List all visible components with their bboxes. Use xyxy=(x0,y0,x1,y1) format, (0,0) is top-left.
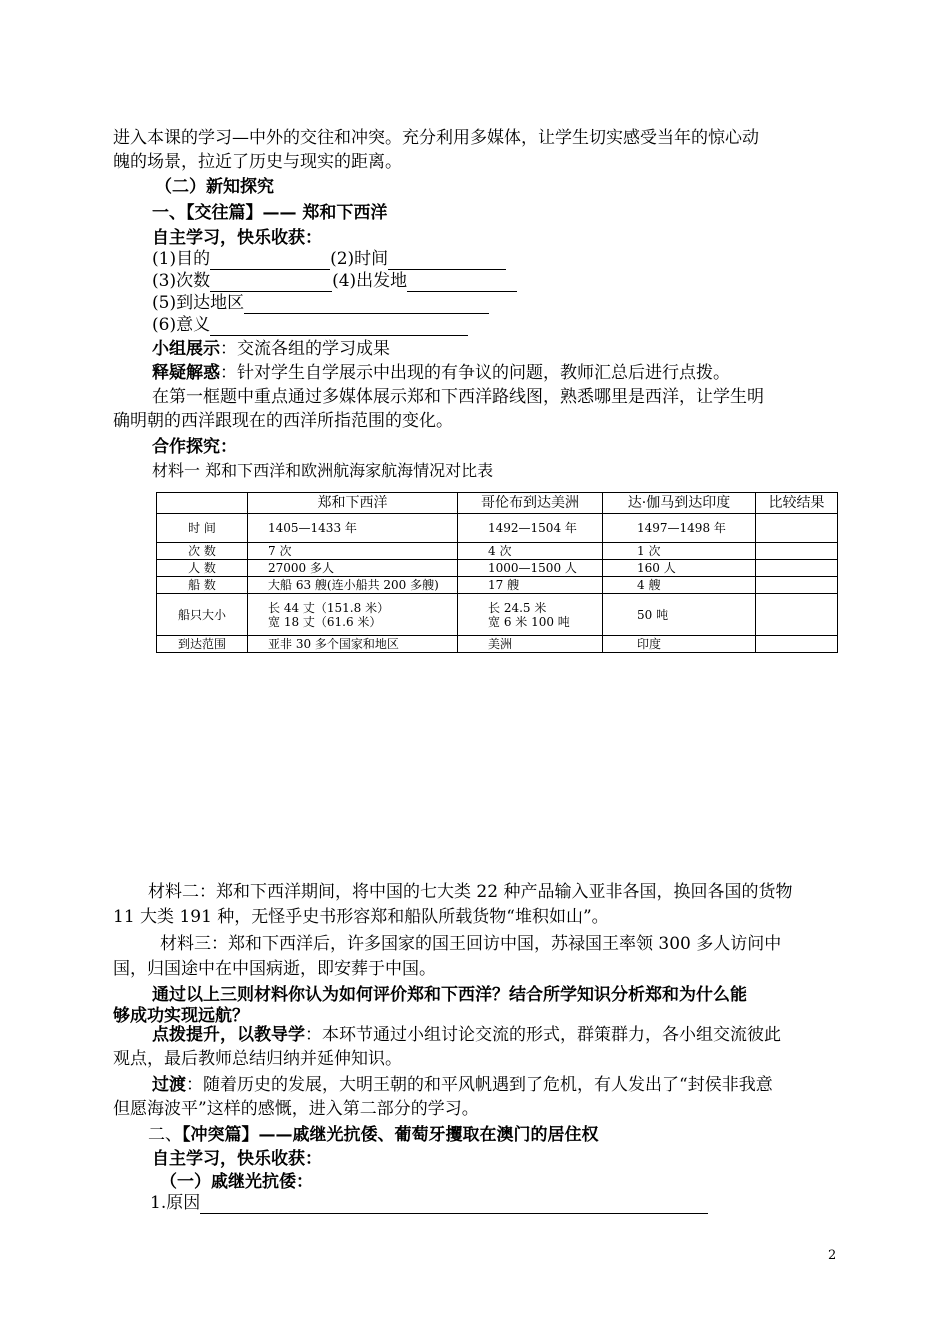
table-cell: 美洲 xyxy=(458,636,603,653)
field-label-count: (3)次数 xyxy=(152,271,211,291)
group-show-label: 小组展示 xyxy=(152,339,220,359)
blank-reason[interactable] xyxy=(200,1195,708,1214)
table-header-cell: 比较结果 xyxy=(756,493,838,514)
part2-heading-main: 【冲突篇】——戚继光抗倭、葡萄牙攫取在澳门的居住权 xyxy=(182,1125,599,1145)
table-cell xyxy=(756,514,838,543)
intro-line-2: 魄的场景，拉近了历史与现实的距离。 xyxy=(113,152,402,172)
fill-row-4 xyxy=(152,314,468,336)
part1-heading: 一、【交往篇】—— 郑和下西洋 xyxy=(152,203,388,223)
material3-line-2: 国，归国途中在中国病逝，即安葬于中国。 xyxy=(113,959,436,979)
table-row xyxy=(157,577,838,594)
focus-line-1: 在第一框题中重点通过多媒体展示郑和下西洋路线图，熟悉哪里是西洋，让学生明 xyxy=(152,387,764,407)
reason-row xyxy=(150,1192,708,1214)
table-header-cell: 达·伽马到达印度 xyxy=(603,493,756,514)
guide-line-2: 观点，最后教师总结归纳并延伸知识。 xyxy=(113,1049,402,1069)
table-cell: 印度 xyxy=(603,636,756,653)
part2-self-study: 自主学习，快乐收获： xyxy=(152,1149,322,1169)
fill-row-1 xyxy=(152,248,506,270)
guide-line-1 xyxy=(152,1024,781,1046)
blank-time[interactable] xyxy=(388,251,506,270)
transition-text-1: ：随着历史的发展，大明王朝的和平风帆遇到了危机，有人发出了“封侯非我意 xyxy=(186,1075,773,1095)
table-cell: 27000 多人 xyxy=(248,560,458,577)
table-row xyxy=(157,560,838,577)
fill-row-3 xyxy=(152,292,489,314)
field-label-origin: (4)出发地 xyxy=(332,271,408,291)
table-cell xyxy=(756,636,838,653)
table-cell: 1 次 xyxy=(603,543,756,560)
group-show xyxy=(152,338,390,360)
blank-region[interactable] xyxy=(244,295,489,314)
row-label: 到达范围 xyxy=(157,636,248,653)
table-cell: 4 次 xyxy=(458,543,603,560)
self-study-label: 自主学习，快乐收获： xyxy=(152,228,322,248)
row-label: 人 数 xyxy=(157,560,248,577)
table-cell: 17 艘 xyxy=(458,577,603,594)
table-cell: 7 次 xyxy=(248,543,458,560)
blank-significance[interactable] xyxy=(210,317,468,336)
material2-line-2: 11 大类 191 种，无怪乎史书形容郑和船队所载货物“堆积如山”。 xyxy=(113,907,609,927)
table-row xyxy=(157,514,838,543)
table-cell: 50 吨 xyxy=(603,594,756,636)
intro-line-1: 进入本课的学习—中外的交往和冲突。充分利用多媒体，让学生切实感受当年的惊心动 xyxy=(113,128,759,148)
guide-label: 点拨提升，以教导学 xyxy=(152,1025,305,1045)
material1-title: 材料一 郑和下西洋和欧洲航海家航海情况对比表 xyxy=(152,461,494,480)
field-label-significance: (6)意义 xyxy=(152,315,211,335)
guide-text-1: ：本环节通过小组讨论交流的形式，群策群力，各小组交流彼此 xyxy=(305,1025,781,1045)
transition-label: 过渡 xyxy=(152,1075,186,1095)
comparison-table xyxy=(156,492,838,653)
table-cell: 亚非 30 多个国家和地区 xyxy=(248,636,458,653)
part2-heading-prefix: 二、 xyxy=(148,1125,182,1145)
field-label-region: (5)到达地区 xyxy=(152,293,245,313)
table-header-cell xyxy=(157,493,248,514)
question-line-1: 通过以上三则材料你认为如何评价郑和下西洋？结合所学知识分析郑和为什么能 xyxy=(152,985,747,1005)
focus-line-2: 确明朝的西洋跟现在的西洋所指范围的变化。 xyxy=(113,411,453,431)
coop-label: 合作探究： xyxy=(152,437,237,457)
doubt-text: ：针对学生自学展示中出现的有争议的问题，教师汇总后进行点拨。 xyxy=(220,363,730,383)
material3-line-1: 材料三：郑和下西洋后，许多国家的国王回访中国，苏禄国王率领 300 多人访问中 xyxy=(160,934,782,954)
transition-line-2: 但愿海波平”这样的感慨，进入第二部分的学习。 xyxy=(113,1099,479,1119)
row-label: 船只大小 xyxy=(157,594,248,636)
blank-origin[interactable] xyxy=(407,273,517,292)
section-title: （二）新知探究 xyxy=(155,177,274,197)
table-cell: 长 44 丈（151.8 米） 宽 18 丈（61.6 米） xyxy=(248,594,458,636)
blank-purpose[interactable] xyxy=(210,251,330,270)
doubt-resolve xyxy=(152,362,730,384)
table-cell: 4 艘 xyxy=(603,577,756,594)
doubt-label: 释疑解惑 xyxy=(152,363,220,383)
table-cell xyxy=(756,594,838,636)
table-header-row xyxy=(157,493,838,514)
table-cell: 1000—1500 人 xyxy=(458,560,603,577)
table-cell: 1405—1433 年 xyxy=(248,514,458,543)
table-cell xyxy=(756,560,838,577)
field-label-time: (2)时间 xyxy=(330,249,389,269)
field-label-purpose: (1)目的 xyxy=(152,249,211,269)
table-header-cell: 哥伦布到达美洲 xyxy=(458,493,603,514)
reason-label: 1.原因 xyxy=(150,1193,201,1213)
part2-subsection: （一）戚继光抗倭： xyxy=(160,1172,313,1192)
material2-line-1: 材料二：郑和下西洋期间，将中国的七大类 22 种产品输入亚非各国，换回各国的货物 xyxy=(148,882,793,902)
question-line-2: 够成功实现远航？ xyxy=(113,1006,249,1026)
table-row xyxy=(157,543,838,560)
page-number: 2 xyxy=(828,1248,837,1263)
table-row xyxy=(157,594,838,636)
part2-heading xyxy=(148,1124,599,1146)
table-cell: 1497—1498 年 xyxy=(603,514,756,543)
table-cell: 长 24.5 米 宽 6 米 100 吨 xyxy=(458,594,603,636)
table-header-cell: 郑和下西洋 xyxy=(248,493,458,514)
fill-row-2 xyxy=(152,270,517,292)
table-row xyxy=(157,636,838,653)
row-label: 时 间 xyxy=(157,514,248,543)
group-show-text: ：交流各组的学习成果 xyxy=(220,339,390,359)
row-label: 次 数 xyxy=(157,543,248,560)
table-cell: 大船 63 艘(连小船共 200 多艘) xyxy=(248,577,458,594)
table-cell: 1492—1504 年 xyxy=(458,514,603,543)
row-label: 船 数 xyxy=(157,577,248,594)
blank-count[interactable] xyxy=(210,273,332,292)
table-cell xyxy=(756,543,838,560)
table-cell xyxy=(756,577,838,594)
transition-line-1 xyxy=(152,1074,773,1096)
table-cell: 160 人 xyxy=(603,560,756,577)
